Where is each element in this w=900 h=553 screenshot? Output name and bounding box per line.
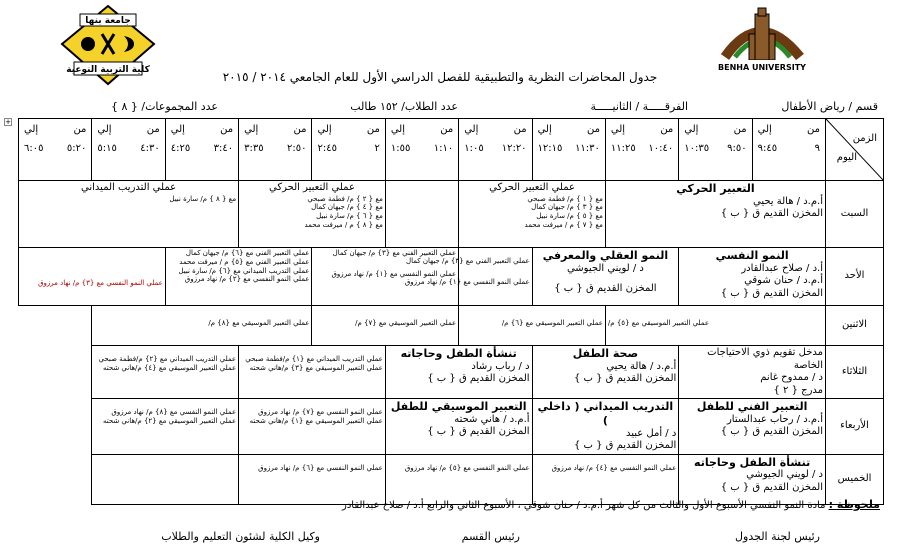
- note-text: مادة النمو النفسي الأسبوع الأول والثالث من كل شهر أ.م.د / حنان شوقي ، الأسبوع الثاني والرابع أ.د / صلاح عبدالقادر: [341, 500, 826, 511]
- day-row-saturday: [19, 181, 884, 248]
- day-thursday: الخميس: [826, 454, 884, 504]
- time-header-row: [19, 119, 884, 181]
- day-row-tuesday: [19, 346, 884, 399]
- class-cell: تنشأة الطفل وحاجاته د / لويني الجيوشي المخزن القديم ق { ب }: [679, 454, 826, 504]
- class-cell: صحة الطفل أ.م.د / هالة يحيي المخزن القديم ق { ب }: [532, 346, 679, 399]
- time-slot: من إلي ١١:٣٠ ١٢:١٥: [532, 119, 605, 181]
- class-cell: عملي التعبير الحركي مع { ١ } م/ فطمة صبحي مع { ٣ } م/ جيهان كمال مع { ٥ } م/ سارة نبيل مع { ٧ } م / ميرفت محمد: [459, 181, 606, 248]
- class-cell: عملي التدريب الميداني مع { ٨ } م/ سارة نبيل: [19, 181, 239, 248]
- class-cell: عملي التعبير الموسيقي مع {٧} م/: [312, 306, 459, 346]
- signature-department-head: رئيس القسم: [461, 530, 520, 543]
- class-cell: عملي النمو النفسي مع {٥} م/ نهاد مرزوق: [385, 454, 532, 504]
- day-row-monday: [19, 306, 884, 346]
- class-cell: التعبير الموسيقي للطفل أ.م.د / هاني شحته المخزن القديم ق { ب }: [385, 399, 532, 455]
- class-cell: عملي التعبير الموسيقي مع {٨} م/: [92, 306, 312, 346]
- faculty-logo-bottom-text: كلية التربية النوعية: [66, 65, 150, 75]
- time-slot: من إلي ٩ ٩:٤٥: [752, 119, 825, 181]
- department-label: قسم / رياض الأطفال: [781, 100, 878, 113]
- class-cell: عملي النمو النفسي مع {٨} م/ نهاد مرزوق عملي التعبير الموسيقي مع {٢} م/هاني شحته: [92, 399, 239, 455]
- time-slot: من إلي ٤:٣٠ ٥:١٥: [92, 119, 165, 181]
- class-cell: النمو العقلي والمعرفي د / لويني الجيوشي المخزن القديم ق { ب }: [532, 248, 679, 306]
- students-count: عدد الطلاب/ ١٥٢ طالب: [350, 100, 458, 113]
- university-logo: [705, 2, 815, 82]
- class-cell: عملي التعبير الحركي مع { ٢ } م/ فطمة صبحي مع { ٤ } م/ جيهان كمال مع { ٦ } م/ سارة نبيل مع { ٨ } م / ميرفت محمد: [239, 181, 386, 248]
- class-cell: التدريب الميداني ( داخلي ) د / أمل عبيد المخزن القديم ق { ب }: [532, 399, 679, 455]
- class-cell: مدخل تقويم ذوي الاحتياجات الخاصة د / ممدوح غانم مدرج { ٢ }: [679, 346, 826, 399]
- time-slot: من إلي ٩:٥٠ ١٠:٣٥: [679, 119, 752, 181]
- signature-schedule-committee: رئيس لجنة الجدول: [735, 530, 820, 543]
- faculty-logo: [58, 4, 158, 86]
- schedule-table: [18, 118, 884, 495]
- class-cell: عملي النمو النفسي مع {٧} م/ نهاد مرزوق عملي التعبير الموسيقي مع {١} م/هاني شحته: [239, 399, 386, 455]
- year-label: الفرقـــــة / الثانيـــــة: [590, 100, 688, 113]
- university-logo-text: BENHA UNIVERSITY: [718, 63, 806, 72]
- table-move-handle-icon[interactable]: +: [5, 118, 11, 126]
- day-monday: الاثنين: [826, 306, 884, 346]
- time-slot: من إلي ١٠:٤٠ ١١:٢٥: [605, 119, 678, 181]
- class-cell: عملي النمو النفسي مع {٤} م/ نهاد مرزوق: [532, 454, 679, 504]
- class-cell: عملي النمو النفسي مع {٣} م/ نهاد مرزوق: [19, 248, 166, 306]
- time-slot: من إلي ٢ ٢:٤٥: [312, 119, 385, 181]
- time-slot: من إلي ١٢:٢٠ ١:٠٥: [459, 119, 532, 181]
- class-cell: عملي النمو النفسي مع {٦} م/ نهاد مرزوق: [239, 454, 386, 504]
- day-saturday: السبت: [826, 181, 884, 248]
- corner-cell: [826, 119, 884, 181]
- class-cell: عملي التدريب الميداني مع {١} م/فطمة صبحي عملي التعبير الموسيقي مع {٣} م/هاني شحته: [239, 346, 386, 399]
- info-row: [22, 100, 878, 116]
- time-slot: من إلي ٢:٥٠ ٣:٣٥: [239, 119, 312, 181]
- note-label: ملحوظة :: [828, 498, 880, 511]
- faculty-logo-top-text: جامعة بنها: [85, 16, 131, 26]
- day-row-sunday: [19, 248, 884, 306]
- note: [342, 498, 880, 511]
- class-cell: عملي التعبير الفني مع {٣} م/ جيهان كمال عملي النمو النفسي مع {١} م/ نهاد مرزوق: [459, 248, 532, 306]
- day-row-wednesday: [19, 399, 884, 455]
- time-slot: من إلي ١:١٠ ١:٥٥: [385, 119, 458, 181]
- class-cell: التعبير الفني للطفل أ.م.د / رحاب عبدالستار المخزن القديم ق { ب }: [679, 399, 826, 455]
- schedule-title: جدول المحاضرات النظرية والتطبيقية للفصل الدراسي الأول للعام الجامعي ٢٠١٤ / ٢٠١٥: [222, 70, 658, 84]
- day-wednesday: الأربعاء: [826, 399, 884, 455]
- class-cell: التعبير الحركي أ.م.د / هالة يحيي المخزن القديم ق { ب }: [605, 181, 825, 248]
- day-label: اليوم: [836, 151, 857, 163]
- class-cell: تنشأة الطفل وحاجاته د / رباب رشاد المخزن القديم ق { ب }: [385, 346, 532, 399]
- class-cell: عملي التدريب الميداني مع {٢} م/فطمة صبحي عملي التعبير الموسيقي مع {٤} م/هاني شحته: [92, 346, 239, 399]
- day-sunday: الأحد: [826, 248, 884, 306]
- class-cell: عملي التعبير الموسيقي مع {٦} م/: [459, 306, 606, 346]
- class-cell: عملي التعبير الفني مع {٣} م/ جيهان كمال عملي النمو النفسي مع {١} م/ نهاد مرزوق: [312, 248, 459, 306]
- time-slot: من إلي ٣:٤٠ ٤:٢٥: [165, 119, 238, 181]
- empty-cell: [92, 454, 239, 504]
- class-cell: النمو النفسي أ.د / صلاح عبدالقادر أ.م.د / حنان شوقي المخزن القديم ق { ب }: [679, 248, 826, 306]
- empty-cell: [385, 181, 458, 248]
- day-tuesday: الثلاثاء: [826, 346, 884, 399]
- class-cell: عملي التعبير الفني مع {٦} م/ جيهان كمال عملي التعبير الفني مع {٥} م / ميرفت محمد عملي التدريب الميداني مع {٦} م/ سارة نبيل عملي النمو النفسي مع {٢} م/ نهاد مرزوق: [165, 248, 312, 306]
- day-row-thursday: [19, 454, 884, 504]
- signature-vice-dean: وكيل الكلية لشئون التعليم والطلاب: [161, 530, 320, 543]
- class-cell: عملي التعبير الموسيقي مع {٥} م/: [605, 306, 825, 346]
- time-slot: من إلي ٥:٢٠ ٦:٠٥: [19, 119, 92, 181]
- groups-count: عدد المجموعات/ { ٨ }: [110, 100, 218, 113]
- time-label: الزمن: [852, 133, 877, 144]
